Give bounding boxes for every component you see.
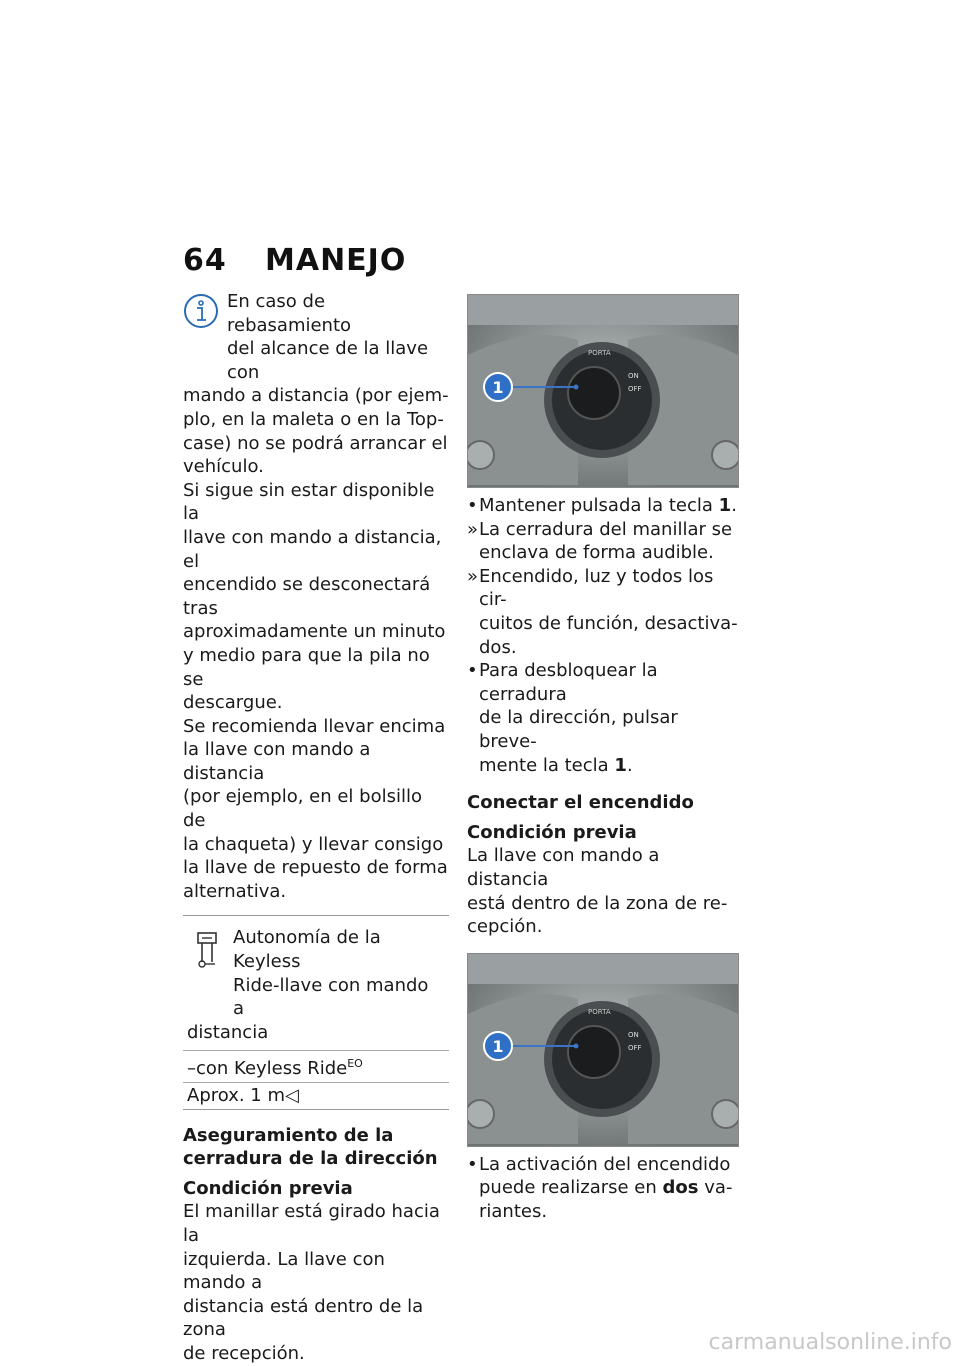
- para5-line-3: cepción.: [467, 916, 543, 938]
- result-2-line-2: cuitos de función, desactiva-: [479, 612, 738, 634]
- spec-header: [183, 916, 449, 1051]
- para3-line-4: la chaqueta) y llevar consigo: [183, 833, 444, 855]
- on-label: ON: [628, 372, 639, 380]
- spec-row-2-value: Aprox. 1 m◁: [187, 1085, 299, 1106]
- para2-line-4: aproximadamente un minuto: [183, 621, 446, 643]
- steps-list-1: [467, 494, 739, 777]
- off-label-2: OFF: [628, 1043, 642, 1052]
- para2-line-5: y medio para que la pila no se: [183, 644, 430, 690]
- result-1-line-1: La cerradura del manillar se: [479, 518, 733, 540]
- callout-1-label-2: 1: [492, 1036, 504, 1056]
- subheading-precondition-1: Condición previa: [183, 1177, 353, 1199]
- para4-line-3: distancia está dentro de la zona: [183, 1295, 424, 1341]
- page-header: [183, 243, 406, 278]
- step-unlock: [467, 659, 739, 777]
- step-activation-variants: [467, 1153, 739, 1224]
- heading-steering-lock: [183, 1124, 449, 1171]
- bullet-mark-3: •: [467, 1153, 478, 1175]
- result-2-line-1: Encendido, luz y todos los cir-: [479, 565, 714, 611]
- heading1-line-1: Aseguramiento de la: [183, 1124, 394, 1146]
- step-unlock-line-3: mente la tecla: [479, 754, 615, 776]
- list2-line-1: La activación del encendido: [479, 1153, 731, 1175]
- step-unlock-line-2: de la dirección, pulsar breve-: [479, 707, 678, 752]
- info-line-3: mando a distancia (por ejem-: [183, 385, 449, 407]
- para5-line-1: La llave con mando a distancia: [467, 845, 660, 890]
- info-note: [183, 290, 449, 479]
- info-line-6: vehículo.: [183, 456, 264, 478]
- info-line-2: del alcance de la llave con: [227, 338, 429, 383]
- para3-line-1: Se recomienda llevar encima: [183, 715, 446, 737]
- off-label: OFF: [628, 385, 642, 393]
- result-mark-2: »: [467, 565, 479, 587]
- step-1-key: 1: [718, 495, 732, 516]
- info-line-1: En caso de rebasamiento: [227, 291, 352, 336]
- spec-title-line-2: Ride-llave con mando a: [233, 974, 429, 1020]
- bullet-mark-2: •: [467, 660, 478, 682]
- ignition-illustration-2: [468, 954, 738, 1146]
- para4-line-2: izquierda. La llave con mando a: [183, 1248, 385, 1294]
- step-unlock-tail: .: [626, 754, 633, 776]
- spec-title-line-3: distancia: [187, 1021, 269, 1043]
- para2-line-1: Si sigue sin estar disponible la: [183, 479, 435, 525]
- step-1-text: Mantener pulsada la tecla: [479, 495, 719, 516]
- list2-line-2-pre: puede realizarse en: [479, 1177, 663, 1199]
- on-label-2: ON: [628, 1030, 639, 1039]
- paragraph-2: [183, 479, 449, 715]
- para3-line-5: la llave de repuesto de forma: [183, 857, 448, 879]
- info-line-5: case) no se podrá arrancar el: [183, 432, 448, 454]
- porta-label: PORTA: [588, 349, 611, 357]
- paragraph-5: [467, 844, 739, 938]
- para2-line-2: llave con mando a distancia, el: [183, 526, 442, 572]
- left-column: [183, 290, 449, 1366]
- para3-line-3: (por ejemplo, en el bolsillo de: [183, 786, 422, 832]
- paragraph-3: [183, 715, 449, 904]
- list2-line-3: riantes.: [479, 1200, 548, 1222]
- ignition-illustration: [468, 295, 738, 487]
- right-column: [467, 294, 739, 1223]
- step-1-tail: .: [731, 495, 737, 516]
- spec-title-line-1: Autonomía de la Keyless: [233, 927, 381, 973]
- paragraph-4: [183, 1200, 449, 1365]
- para4-line-1: El manillar está girado hacia la: [183, 1201, 440, 1246]
- watermark: carmanualsonline.info: [708, 1330, 952, 1355]
- result-1-line-2: enclava de forma audible.: [479, 542, 714, 564]
- para2-line-6: descargue.: [183, 692, 283, 714]
- spec-row-1-sup: EO: [347, 1057, 363, 1071]
- list2-line-2-post: va-: [698, 1177, 733, 1199]
- para2-line-3: encendido se desconectará tras: [183, 574, 431, 619]
- step-unlock-key: 1: [614, 754, 627, 776]
- info-line-4: plo, en la maleta o en la Top-: [183, 408, 444, 430]
- para3-line-6: alternativa.: [183, 880, 287, 902]
- spec-row-1: [183, 1051, 449, 1083]
- result-mark: »: [467, 518, 479, 540]
- wrench-spec-icon: [193, 930, 221, 970]
- list2-line-2-bold: dos: [662, 1177, 699, 1199]
- spec-row-2: [183, 1083, 449, 1109]
- para5-line-2: está dentro de la zona de re-: [467, 892, 728, 914]
- callout-1-label: 1: [492, 378, 504, 397]
- step-unlock-line-1: Para desbloquear la cerradura: [479, 660, 658, 705]
- ignition-photo-2: [467, 953, 739, 1147]
- ignition-photo-1: [467, 294, 739, 488]
- bullet-mark: •: [467, 495, 478, 516]
- para3-line-2: la llave con mando a distancia: [183, 739, 371, 784]
- para4-line-4: de recepción.: [183, 1342, 305, 1364]
- spec-table: [183, 915, 449, 1109]
- result-2-line-3: dos.: [479, 636, 517, 658]
- steps-list-2: [467, 1153, 739, 1224]
- result-circuits-off: [467, 565, 739, 659]
- subheading-precondition-2: Condición previa: [467, 821, 637, 843]
- step-press-key: [467, 494, 739, 518]
- spec-row-1-label: –con Keyless Ride: [187, 1058, 348, 1080]
- info-icon: [183, 293, 219, 329]
- section-title: MANEJO: [265, 243, 407, 278]
- heading-ignition-on: Conectar el encendido: [467, 792, 694, 814]
- porta-label-2: PORTA: [588, 1007, 611, 1016]
- page-number: 64: [183, 243, 227, 278]
- heading1-line-2: cerradura de la dirección: [183, 1148, 438, 1170]
- result-lock-engaged: [467, 518, 739, 565]
